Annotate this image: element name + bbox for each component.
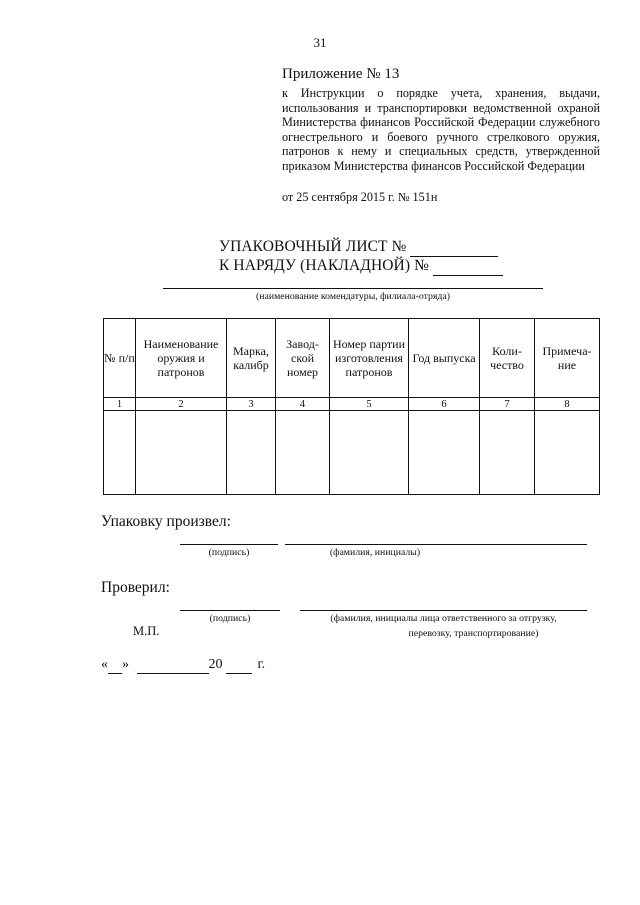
packed-signature-caption: (подпись) — [208, 547, 250, 558]
date-close-quote: » — [122, 657, 129, 672]
col-header-serial: Завод- ской номер — [276, 319, 330, 398]
appendix-title: Приложение № 13 — [282, 66, 400, 82]
col-number: 6 — [409, 398, 480, 411]
stamp-place-label: М.П. — [133, 624, 160, 638]
checked-name-caption-line2: перевозку, транспортирование) — [408, 628, 539, 639]
col-header-quantity: Коли- чество — [480, 319, 535, 398]
checked-by-label: Проверил: — [101, 579, 170, 596]
col-number: 5 — [330, 398, 409, 411]
page-number: 31 — [313, 35, 327, 50]
day-field[interactable] — [108, 657, 122, 674]
month-field[interactable] — [137, 657, 209, 674]
table-cell[interactable] — [535, 411, 600, 495]
appendix-date: от 25 сентября 2015 г. № 151н — [282, 190, 438, 204]
year-field[interactable] — [226, 657, 252, 674]
col-header-note: Примеча- ние — [535, 319, 600, 398]
order-number-field[interactable] — [433, 257, 503, 276]
table-header-row — [104, 319, 600, 398]
date-line — [101, 657, 265, 674]
table-cell[interactable] — [276, 411, 330, 495]
checked-name-field[interactable] — [300, 610, 587, 611]
packing-table — [103, 318, 600, 495]
col-number: 4 — [276, 398, 330, 411]
checked-signature-caption: (подпись) — [209, 613, 251, 624]
order-title: К НАРЯДУ (НАКЛАДНОЙ) № — [219, 257, 429, 274]
table-cell[interactable] — [480, 411, 535, 495]
table-cell[interactable] — [227, 411, 276, 495]
form-title-line1 — [219, 238, 498, 257]
year-prefix: 20 — [208, 657, 223, 672]
table-number-row — [104, 398, 600, 411]
packed-name-caption: (фамилия, инициалы) — [329, 547, 421, 558]
col-number: 7 — [480, 398, 535, 411]
col-header-batch: Номер партии изготовления патронов — [330, 319, 409, 398]
col-number: 8 — [535, 398, 600, 411]
col-header-year: Год выпуска — [409, 319, 480, 398]
col-number: 2 — [136, 398, 227, 411]
packing-list-title: УПАКОВОЧНЫЙ ЛИСТ № — [219, 238, 407, 255]
form-title-line2 — [219, 257, 503, 276]
table-cell[interactable] — [104, 411, 136, 495]
packed-by-label: Упаковку произвел: — [101, 513, 231, 530]
checked-name-caption-line1: (фамилия, инициалы лица ответственного за отгрузку, — [330, 613, 557, 624]
table-cell[interactable] — [330, 411, 409, 495]
packed-signature-field[interactable] — [180, 544, 278, 545]
col-number: 1 — [104, 398, 136, 411]
packed-name-field[interactable] — [285, 544, 587, 545]
table-cell[interactable] — [136, 411, 227, 495]
col-header-name: Наименование оружия и патронов — [136, 319, 227, 398]
col-header-number: № п/п — [104, 319, 136, 398]
year-suffix: г. — [257, 657, 266, 672]
table-cell[interactable] — [409, 411, 480, 495]
date-open-quote: « — [101, 657, 108, 672]
col-header-brand: Марка, калибр — [227, 319, 276, 398]
appendix-text: к Инструкции о порядке учета, хранения, выдачи, использования и транспортировки ведомственной охраной Министерства финансов Российской Федерации служебного огнестрельного и боевого ручного стрелкового оружия, патронов к нему и специальных средств, утвержденной приказом Министерства финансов Российской Федерации — [282, 86, 600, 173]
subdivision-name-field[interactable] — [163, 288, 543, 289]
col-number: 3 — [227, 398, 276, 411]
packing-list-number-field[interactable] — [410, 238, 498, 257]
subdivision-caption: (наименование комендатуры, филиала-отряда) — [255, 291, 450, 302]
table-row — [104, 411, 600, 495]
checked-signature-field[interactable] — [180, 610, 280, 611]
